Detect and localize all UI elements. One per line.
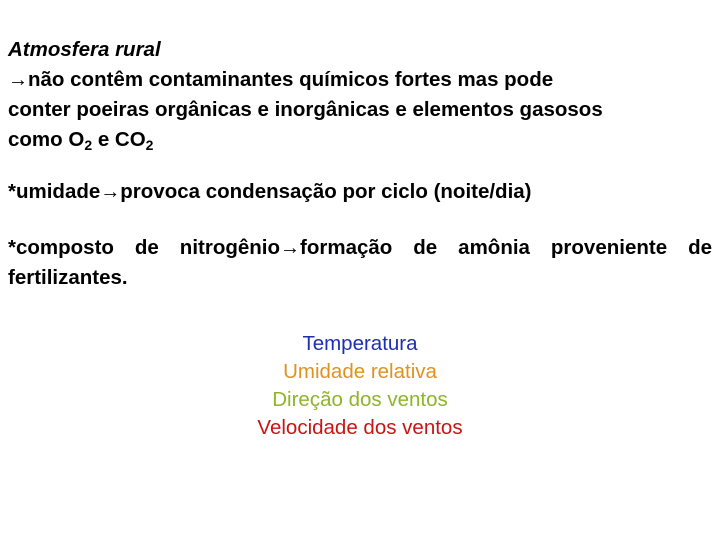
nitrogen-note <box>8 233 712 293</box>
humidity-label: *umidade <box>8 180 101 203</box>
subscript-2: 2 <box>145 137 154 153</box>
factor-wind-speed: Velocidade dos ventos <box>257 416 463 439</box>
factor-relative-humidity: Umidade relativa <box>283 360 437 383</box>
humidity-text: provoca condensação por ciclo (noite/dia) <box>120 180 532 203</box>
arrow-right-icon: → <box>280 237 301 259</box>
subscript-2: 2 <box>84 137 93 153</box>
factors-list <box>0 330 720 442</box>
description-line-1 <box>8 65 712 95</box>
section-title: Atmosfera rural <box>8 38 161 61</box>
arrow-right-icon: → <box>100 181 121 203</box>
factor-wind-direction: Direção dos ventos <box>272 388 448 411</box>
rural-atmosphere-section <box>8 35 712 155</box>
text-e-co: e CO <box>92 128 146 151</box>
text-como-o: como O <box>8 128 85 151</box>
description-text-1: não contêm contaminantes químicos fortes mas pode <box>28 68 554 91</box>
arrow-right-icon: → <box>8 69 28 91</box>
nitrogen-label: *composto de nitrogênio <box>8 236 281 259</box>
nitrogen-text: formação de amônia proveniente de fertilizantes. <box>8 236 713 289</box>
humidity-note <box>8 177 712 207</box>
description-line-3 <box>8 125 712 155</box>
factor-temperature: Temperatura <box>302 332 418 355</box>
description-line-2: conter poeiras orgânicas e inorgânicas e elementos gasosos <box>8 98 603 121</box>
